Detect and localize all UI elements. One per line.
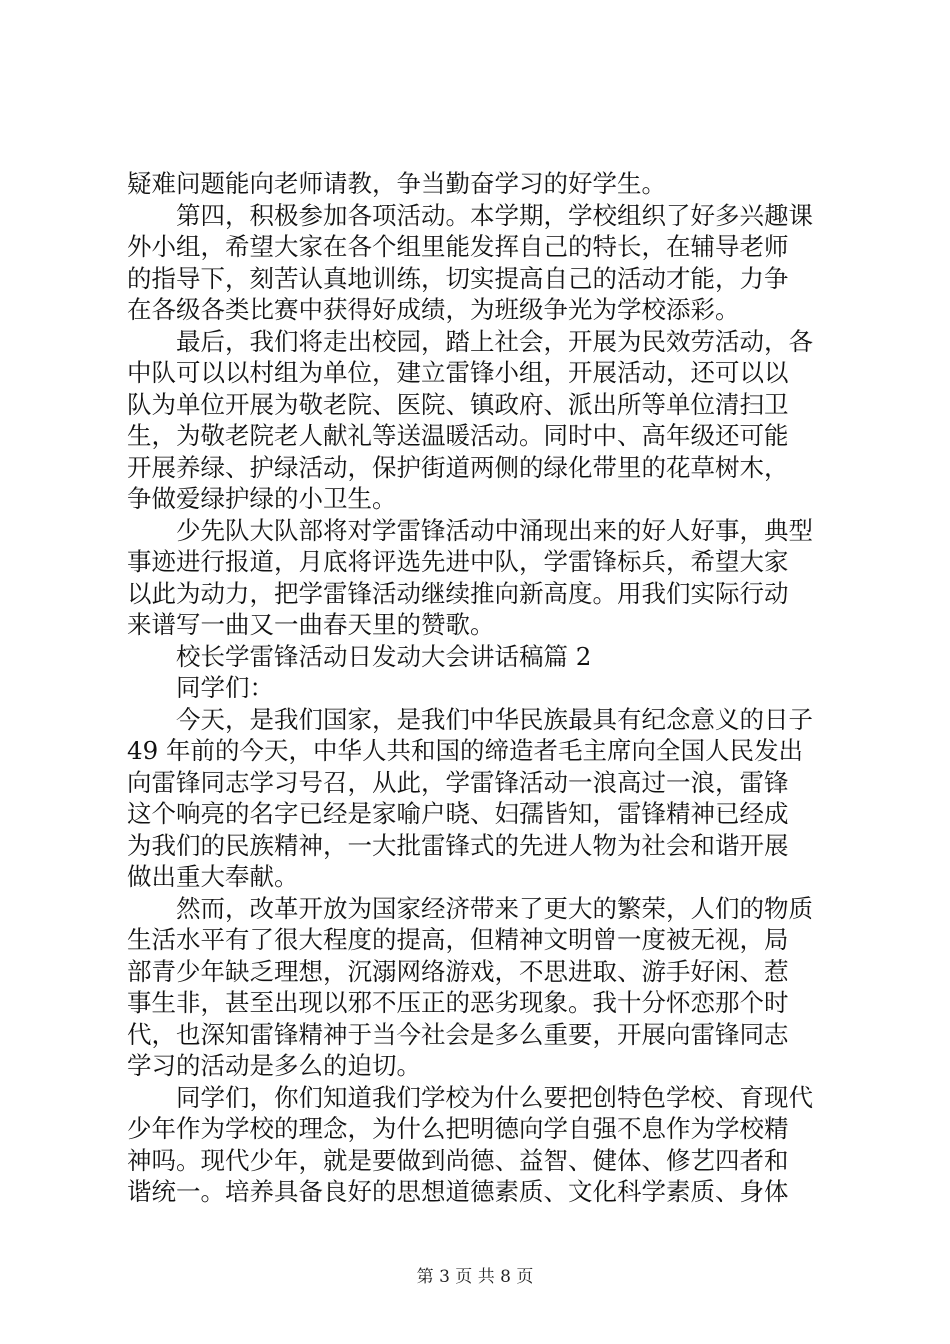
text-line: 这个响亮的名字已经是家喻户晓、妇孺皆知，雷锋精神已经成 (127, 799, 789, 828)
text-line: 同学们，你们知道我们学校为什么要把创特色学校、育现代 (127, 1082, 813, 1112)
text-line: 为我们的民族精神，一大批雷锋式的先进人物为社会和谐开展 (127, 830, 789, 860)
text-line: 的指导下，刻苦认真地训练，切实提高自己的活动才能，力争 (127, 263, 789, 293)
text-line: 谐统一。培养具备良好的思想道德素质、文化科学素质、身体 (127, 1177, 789, 1206)
text-line: 生活水平有了很大程度的提高，但精神文明曾一度被无视，局 (127, 925, 789, 954)
text-line: 部青少年缺乏理想，沉溺网络游戏，不思进取、游手好闲、惹 (127, 956, 789, 986)
text-line: 争做爱绿护绿的小卫生。 (127, 484, 397, 513)
text-line: 做出重大奉献。 (127, 862, 299, 891)
section-heading: 校长学雷锋活动日发动大会讲话稿篇 2 (127, 641, 592, 671)
text-line: 生，为敬老院老人献礼等送温暖活动。同时中、高年级还可能 (127, 421, 789, 450)
page-number-footer: 第 3 页 共 8 页 (416, 1267, 534, 1287)
text-line: 在各级各类比赛中获得好成绩，为班级争光为学校添彩。 (127, 295, 740, 324)
text-line: 第四，积极参加各项活动。本学期，学校组织了好多兴趣课 (127, 200, 813, 230)
text-line: 神吗。现代少年，就是要做到尚德、益智、健体、修艺四者和 (127, 1145, 789, 1175)
text-line: 疑难问题能向老师请教，争当勤奋学习的好学生。 (127, 169, 666, 198)
text-line: 49 年前的今天，中华人共和国的缔造者毛主席向全国人民发出 (127, 736, 803, 765)
text-line: 代，也深知雷锋精神于当今社会是多么重要，开展向雷锋同志 (127, 1019, 789, 1049)
text-line: 今天，是我们国家，是我们中华民族最具有纪念意义的日子 (127, 704, 813, 734)
text-line: 最后，我们将走出校园，踏上社会，开展为民效劳活动，各 (127, 326, 813, 356)
text-line: 同学们： (127, 673, 274, 702)
text-line: 开展养绿、护绿活动，保护街道两侧的绿化带里的花草树木， (127, 452, 789, 482)
text-line: 以此为动力，把学雷锋活动继续推向新高度。用我们实际行动 (127, 578, 789, 608)
text-line: 中队可以以村组为单位，建立雷锋小组，开展活动，还可以以 (127, 358, 789, 387)
text-line: 来谱写一曲又一曲春天里的赞歌。 (127, 610, 495, 639)
text-line: 事生非，甚至出现以邪不压正的恶劣现象。我十分怀恋那个时 (127, 988, 789, 1017)
text-line: 少先队大队部将对学雷锋活动中涌现出来的好人好事，典型 (127, 515, 813, 545)
text-line: 外小组，希望大家在各个组里能发挥自己的特长，在辅导老师 (127, 232, 789, 261)
text-line: 队为单位开展为敬老院、医院、镇政府、派出所等单位清扫卫 (127, 389, 789, 419)
text-line: 少年作为学校的理念，为什么把明德向学自强不息作为学校精 (127, 1114, 789, 1143)
text-line: 向雷锋同志学习号召，从此，学雷锋活动一浪高过一浪，雷锋 (127, 767, 789, 797)
text-line: 学习的活动是多么的迫切。 (127, 1051, 421, 1080)
text-line: 然而，改革开放为国家经济带来了更大的繁荣，人们的物质 (127, 893, 813, 923)
text-line: 事迹进行报道，月底将评选先进中队，学雷锋标兵，希望大家 (127, 547, 789, 576)
